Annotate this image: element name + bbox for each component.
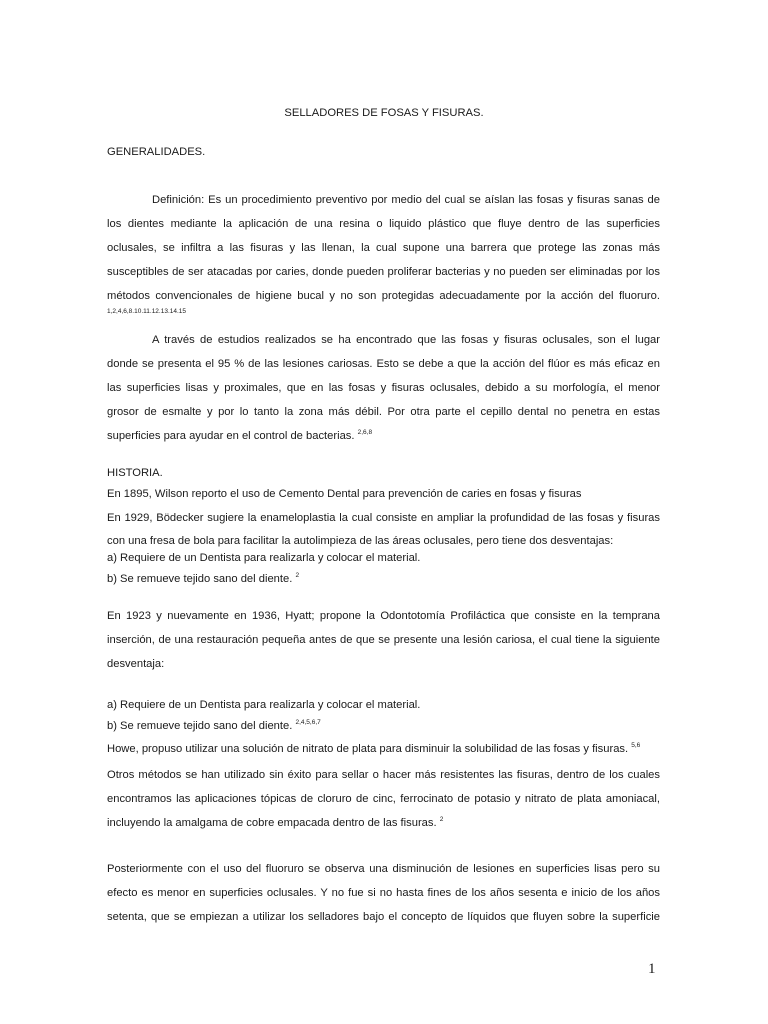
paragraph-line: susceptibles de ser atacadas por caries, donde pueden proliferar bacterias y no pueden ser eliminadas por los [107,266,660,278]
paragraph-line: En 1929, Bödecker sugiere la enameloplastia la cual consiste en ampliar la profundidad de las fosas y fisuras [107,512,660,524]
page-title: SELLADORES DE FOSAS Y FISURAS. [284,107,484,119]
paragraph-text: incluyendo la amalgama de cobre empacada dentro de las fisuras. [107,817,437,829]
reference-superscript: 5,6 [631,742,641,749]
paragraph-line: métodos convencionales de higiene bucal y no son protegidas adecuadamente por la acción del fluoruro. [107,290,660,302]
paragraph-line: las superficies lisas y proximales, que en las fosas y fisuras oclusales, debido a su morfología, el menor [107,382,660,394]
reference-superscript: 2,4,5,6,7 [295,719,321,726]
paragraph-line: desventaja: [107,658,165,670]
paragraph-text: superficies para ayudar en el control de bacterias. [107,430,355,442]
paragraph-line: grosor de esmalte y por lo tanto la zona más débil. Por otra parte el cepillo dental no penetra en estas [107,406,660,418]
reference-superscript: 2 [439,816,444,823]
paragraph-line: encontramos las aplicaciones tópicas de cloruro de cinc, ferrocinato de potasio y nitrato de plata amoniacal, [107,793,660,805]
paragraph-line: efecto es menor en superficies oclusales. Y no fue si no hasta fines de los años sesenta e inicio de los años [107,887,660,899]
section-heading-historia: HISTORIA. [107,467,163,479]
paragraph-line [107,742,660,756]
paragraph-line: Otros métodos se han utilizado sin éxito para sellar o hacer más resistentes las fisuras, dentro de los cuales [107,769,660,781]
paragraph-line: En 1923 y nuevamente en 1936, Hyatt; propone la Odontotomía Profiláctica que consiste en la temprana [107,610,660,622]
paragraph-line: Posteriormente con el uso del fluoruro se observa una disminución de lesiones en superficies lisas pero su [107,863,660,875]
paragraph-line: con una fresa de bola para facilitar la autolimpieza de las áreas oclusales, pero tiene dos desventajas: [107,535,614,547]
reference-superscript: 2,6,8 [357,429,373,436]
list-item [107,719,660,733]
paragraph-line: En 1895, Wilson reporto el uso de Cemento Dental para prevención de caries en fosas y fisuras [107,488,582,500]
paragraph-line: A través de estudios realizados se ha encontrado que las fosas y fisuras oclusales, son el lugar [152,334,660,346]
reference-superscript: 2 [295,572,300,579]
paragraph-line: setenta, que se empiezan a utilizar los selladores bajo el concepto de líquidos que fluyen sobre la superficie [107,911,660,923]
paragraph-line [107,429,660,443]
paragraph-line: Definición: Es un procedimiento preventivo por medio del cual se aíslan las fosas y fisuras sanas de [152,194,660,206]
paragraph-line: oclusales, se infiltra a las fisuras y las llenan, la cual supone una barrera que protege las zonas más [107,242,660,254]
list-item: a) Requiere de un Dentista para realizarla y colocar el material. [107,699,421,711]
paragraph-text: Howe, propuso utilizar una solución de nitrato de plata para disminuir la solubilidad de las fosas y fisuras. [107,743,629,755]
list-item-text: b) Se remueve tejido sano del diente. [107,573,293,585]
paragraph-line: donde se presenta el 95 % de las lesiones cariosas. Esto se debe a que la acción del flúor es más eficaz en [107,358,660,370]
list-item-text: b) Se remueve tejido sano del diente. [107,720,293,732]
list-item: a) Requiere de un Dentista para realizarla y colocar el material. [107,552,421,564]
section-heading-generalidades: GENERALIDADES. [107,146,206,158]
paragraph-line: inserción, de una restauración pequeña antes de que se presente una lesión cariosa, el cual tiene la siguiente [107,634,660,646]
paragraph-line [107,816,660,830]
reference-superscript: 1,2,4,6,8.10.11.12.13.14.15 [107,308,187,315]
paragraph-line: los dientes mediante la aplicación de una resina o liquido plástico que fluye dentro de las superficies [107,218,660,230]
list-item [107,572,660,586]
page-number: 1 [648,961,656,977]
